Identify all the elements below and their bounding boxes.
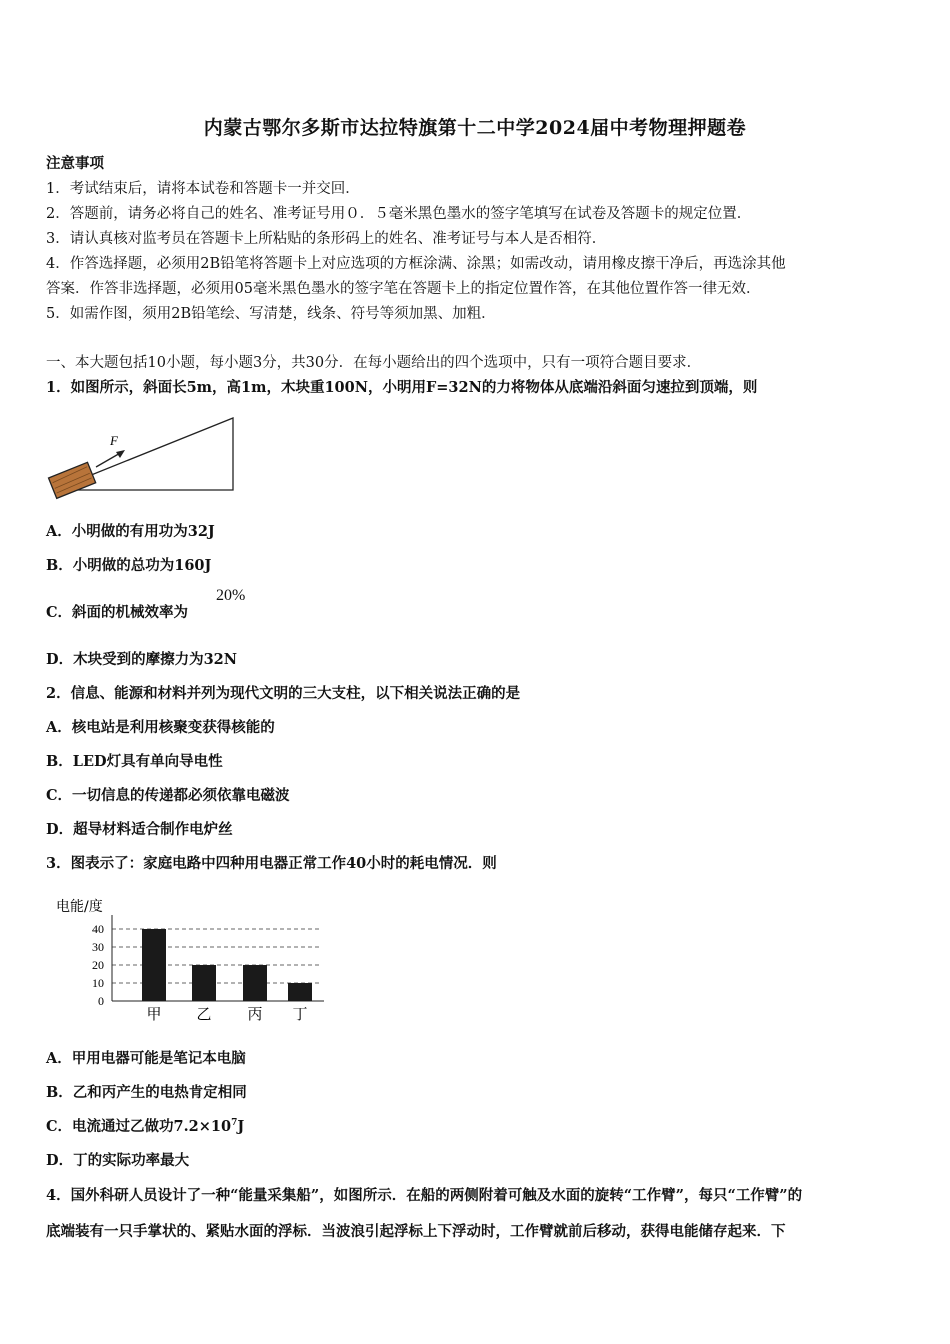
- y-tick-label: 40: [92, 922, 104, 936]
- question-3-stem: 3．图表示了：家庭电路中四种用电器正常工作40小时的耗电情况．则: [46, 855, 497, 872]
- y-tick-label: 30: [92, 940, 104, 954]
- bar-丙: [243, 965, 267, 1001]
- q1-option-c: C．斜面的机械效率为: [46, 604, 189, 621]
- category-label: 甲: [146, 1005, 162, 1023]
- incline-figure: [46, 412, 242, 502]
- section-heading: 一、本大题包括10小题，每小题3分，共30分．在每小题给出的四个选项中，只有一项符合题目要求．: [46, 355, 702, 371]
- y-tick-label: 20: [92, 958, 104, 972]
- question-2-stem: 2．信息、能源和材料并列为现代文明的三大支柱，以下相关说法正确的是: [46, 685, 521, 702]
- q1-option-b: B．小明做的总功为160J: [46, 557, 212, 574]
- wooden-block: [49, 462, 96, 498]
- energy-bar-chart: [52, 893, 332, 1025]
- q2-option-a: A．核电站是利用核聚变获得核能的: [46, 719, 275, 736]
- chart-ylabel: 电能/度: [56, 899, 103, 915]
- q3-option-c-exponent: 7: [231, 1118, 238, 1129]
- category-label: 丙: [247, 1005, 263, 1023]
- question-4-line-2: 底端装有一只手掌状的、紧贴水面的浮标．当波浪引起浮标上下浮动时，工作臂就前后移动，获得电能储存起来．下: [46, 1223, 786, 1240]
- q2-option-c: C．一切信息的传递都必须依靠电磁波: [46, 787, 290, 804]
- question-4-line-1: 4．国外科研人员设计了一种“能量采集船”，如图所示．在船的两侧附着可触及水面的旋转“工作臂”，每只“工作臂”的: [46, 1187, 803, 1204]
- notice-heading: 注意事项: [46, 155, 104, 172]
- y-tick-label: 10: [92, 976, 104, 990]
- bar-丁: [288, 983, 312, 1001]
- bar-乙: [192, 965, 216, 1001]
- efficiency-value: 20%: [216, 587, 246, 604]
- category-label: 乙: [196, 1005, 212, 1023]
- notice-item: 4．作答选择题，必须用2B铅笔将答题卡上对应选项的方框涂满、涂黑；如需改动，请用橡皮擦干净后，再选涂其他: [46, 256, 786, 272]
- force-arrowhead: [116, 450, 125, 458]
- category-label: 丁: [292, 1005, 308, 1023]
- notice-item: 1．考试结束后，请将本试卷和答题卡一并交回．: [46, 181, 360, 197]
- bar-甲: [142, 929, 166, 1001]
- q1-option-d: D．木块受到的摩擦力为32N: [46, 651, 238, 668]
- notice-item: 3．请认真核对监考员在答题卡上所粘贴的条形码上的姓名、准考证号与本人是否相符．: [46, 231, 607, 247]
- notice-item: 5．如需作图，须用2B铅笔绘、写清楚，线条、符号等须加黑、加粗．: [46, 306, 496, 322]
- q3-option-c-unit: J: [237, 1118, 245, 1135]
- y-tick-label: 0: [98, 994, 104, 1008]
- notice-item: 答案．作答非选择题，必须用05毫米黑色墨水的签字笔在答题卡上的指定位置作答，在其他位置作答一律无效．: [46, 281, 761, 297]
- exam-title: 内蒙古鄂尔多斯市达拉特旗第十二中学2024届中考物理押题卷: [203, 117, 747, 139]
- force-label: F: [110, 433, 118, 448]
- q3-option-b: B．乙和丙产生的电热肯定相同: [46, 1084, 247, 1101]
- q2-option-d: D．超导材料适合制作电炉丝: [46, 821, 233, 838]
- q2-option-b: B．LED灯具有单向导电性: [46, 753, 223, 770]
- notice-item: 2．答题前，请务必将自己的姓名、准考证号用０．５毫米黑色墨水的签字笔填写在试卷及答题卡的规定位置．: [46, 206, 752, 222]
- q3-option-c: [46, 1115, 244, 1136]
- q3-option-d: D．丁的实际功率最大: [46, 1152, 190, 1169]
- question-1-stem: 1．如图所示，斜面长5m，高1m，木块重100N，小明用F=32N的力将物体从底端沿斜面匀速拉到顶端，则: [46, 379, 758, 396]
- q3-option-c-text: C．电流通过乙做功7.2×10: [46, 1118, 232, 1135]
- q3-option-a: A．甲用电器可能是笔记本电脑: [46, 1050, 246, 1067]
- q1-option-a: A．小明做的有用功为32J: [46, 523, 215, 540]
